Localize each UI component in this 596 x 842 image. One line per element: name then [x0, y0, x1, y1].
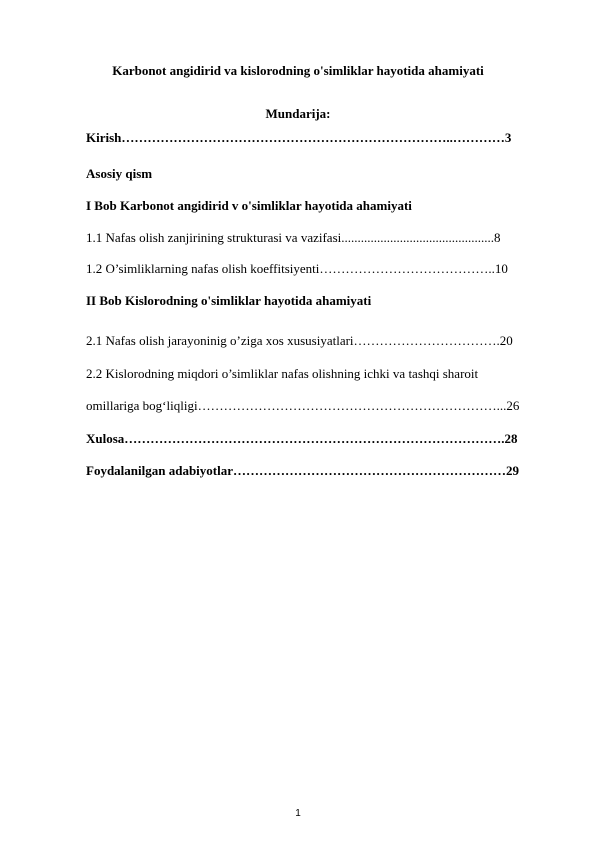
document-title: Karbonot angidirid va kislorodning o'simliklar hayotida ahamiyati [112, 63, 484, 78]
toc-entry-2-1: 2.1 Nafas olish jarayoninig o’ziga xos xususiyatlari…………………………….20 [86, 333, 513, 348]
page-number: 1 [295, 808, 301, 819]
toc-entry-bob-2: II Bob Kislorodning o'simliklar hayotida ahamiyati [86, 293, 372, 308]
toc-entry-bob-1: I Bob Karbonot angidirid v o'simliklar hayotida ahamiyati [86, 198, 412, 213]
toc-entry-asosiy-qism: Asosiy qism [86, 166, 153, 181]
toc-entry-kirish: Kirish…………………………………………………………………..…………3 [86, 130, 512, 145]
toc-entry-2-2: 2.2 Kislorodning miqdori o’simliklar nafas olishning ichki va tashqi sharoit [86, 366, 479, 381]
toc-entry-1-2: 1.2 O’simliklarning nafas olish koeffitsiyenti…………………………………..10 [86, 261, 508, 276]
toc-entry-1-1: 1.1 Nafas olish zanjirining strukturasi va vazifasi...............................................8 [86, 230, 501, 245]
toc-entry-2-2-cont: omillariga bog‘liqligi……………………………………………………………...26 [86, 398, 520, 413]
toc-entry-xulosa: Xulosa…………………………………………………………………………….28 [86, 431, 518, 446]
toc-entry-adabiyotlar: Foydalanilgan adabiyotlar………………………………………………………29 [86, 463, 519, 478]
toc-heading: Mundarija: [265, 106, 331, 121]
